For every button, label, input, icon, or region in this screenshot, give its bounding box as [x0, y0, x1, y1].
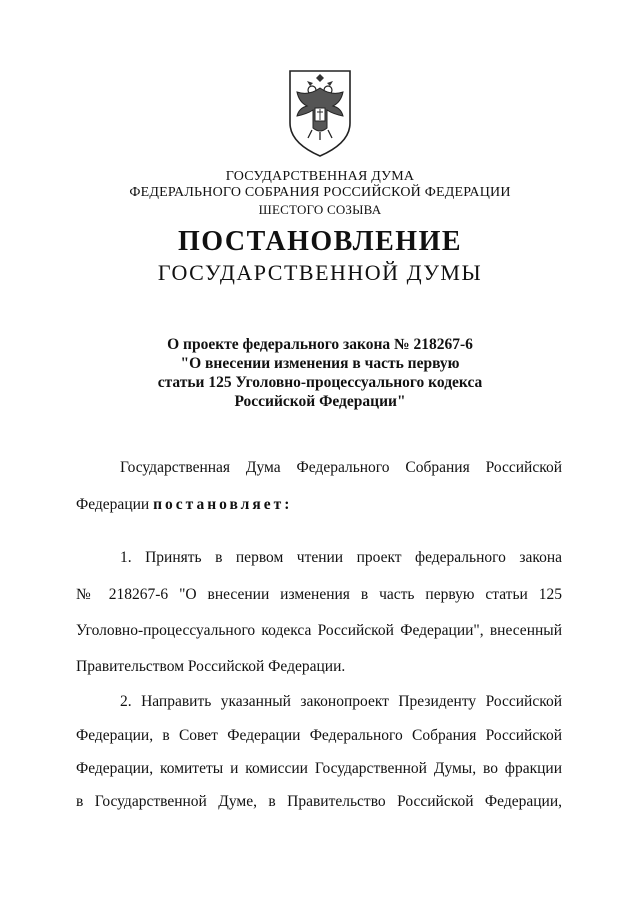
- item2-line-1: 2. Направить указанный законопроект Президенту Российской: [120, 693, 562, 710]
- coat-of-arms-icon: [285, 68, 355, 158]
- about-line-4: Российской Федерации": [234, 393, 406, 410]
- resolves-word: постановляет:: [153, 496, 293, 513]
- about-line-3: статьи 125 Уголовно-процессуального кодекса: [157, 374, 483, 391]
- intro-line-2: [76, 495, 562, 515]
- header-convocation: ШЕСТОГО СОЗЫВА: [258, 202, 382, 217]
- item1-line-2: № 218267-6 "О внесении изменения в часть первую статьи 125: [76, 586, 562, 603]
- item2-line-3: Федерации, комитеты и комиссии Государственной Думы, во фракции: [76, 760, 562, 777]
- document-subtitle: ГОСУДАРСТВЕННОЙ ДУМЫ: [157, 260, 483, 285]
- intro-prefix: Федерации: [76, 496, 154, 513]
- about-line-1: О проекте федерального закона № 218267-6: [167, 336, 473, 353]
- intro-line-1: Государственная Дума Федерального Собрания Российской: [120, 459, 562, 476]
- document-title: ПОСТАНОВЛЕНИЕ: [177, 226, 463, 257]
- item1-line-1: 1. Принять в первом чтении проект федерального закона: [120, 549, 562, 566]
- item1-line-4: Правительством Российской Федерации.: [76, 658, 346, 675]
- item2-line-4: в Государственной Думе, в Правительство Российской Федерации,: [76, 793, 562, 810]
- item2-line-2: Федерации, в Совет Федерации Федерального Собрания Российской: [76, 727, 562, 744]
- item1-line-3: Уголовно-процессуального кодекса Российской Федерации", внесенный: [76, 622, 562, 639]
- header-duma: ГОСУДАРСТВЕННАЯ ДУМА: [225, 169, 415, 184]
- about-line-2: "О внесении изменения в часть первую: [180, 355, 460, 372]
- header-federal-assembly: ФЕДЕРАЛЬНОГО СОБРАНИЯ РОССИЙСКОЙ ФЕДЕРАЦИИ: [129, 185, 511, 200]
